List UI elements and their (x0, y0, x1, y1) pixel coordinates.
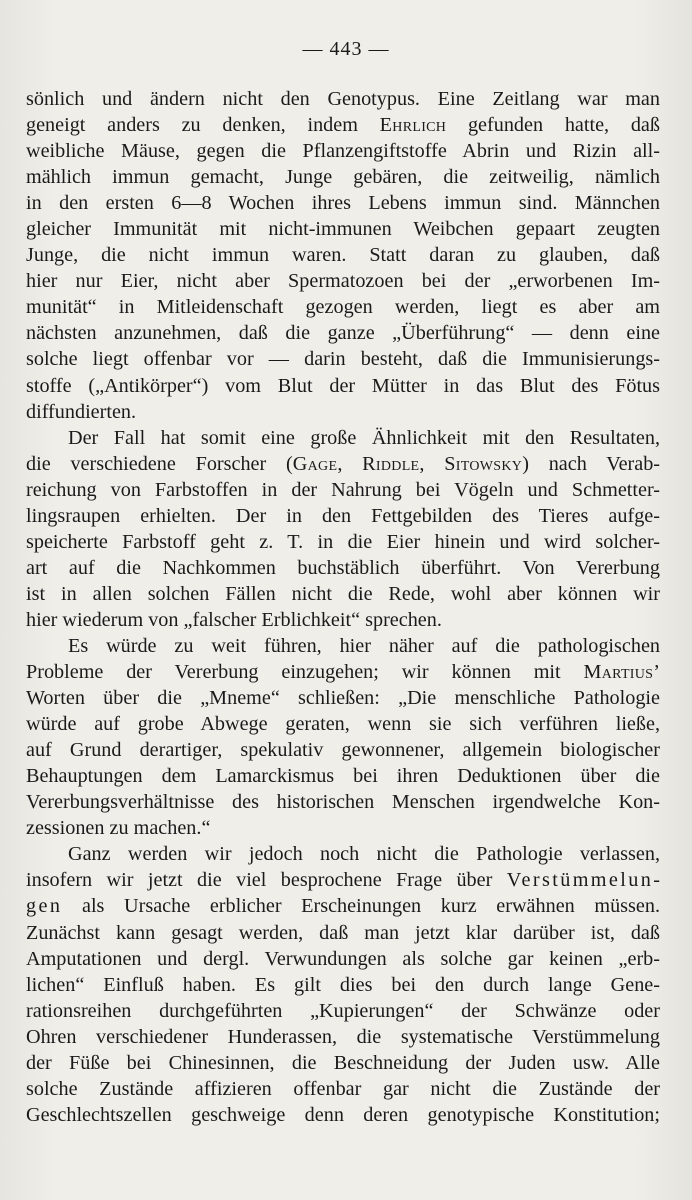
text-line: art auf die Nachkommen buchstäblich überführt. Von Vererbung (26, 556, 660, 579)
text-line: Der Fall hat somit eine große Ähnlichkeit mit den Resultaten, (68, 426, 660, 449)
text-line: stoffe („Antikörper“) vom Blut der Mütter in das Blut des Fötus (26, 374, 660, 397)
text-line: nächsten anzunehmen, daß die ganze „Überführung“ — denn eine (26, 322, 660, 345)
text-line: zessionen zu machen.“ (26, 817, 211, 840)
page-number: — 443 — (302, 38, 390, 60)
text-line: Junge, die nicht immun waren. Statt daran zu glauben, daß (26, 244, 660, 267)
text-line: diffundierten. (26, 400, 137, 423)
text-line: Ohren verschiedener Hunderassen, die systematische Verstümmelung (26, 1025, 660, 1048)
text-line: Vererbungsverhältnisse des historischen Menschen irgendwelche Kon- (26, 791, 660, 814)
text-line: auf Grund derartiger, spekulativ gewonnener, allgemein biologischer (26, 739, 660, 762)
text-line: ist in allen solchen Fällen nicht die Rede, wohl aber können wir (26, 582, 660, 605)
text-line: insofern wir jetzt die viel besprochene Frage über Verstümmelun- (26, 869, 660, 892)
text-line: sönlich und ändern nicht den Genotypus. Eine Zeitlang war man (26, 88, 660, 110)
text-line: der Füße bei Chinesinnen, die Beschneidung der Juden usw. Alle (26, 1051, 660, 1074)
text-line: in den ersten 6—8 Wochen ihres Lebens immun sind. Männchen (26, 192, 660, 215)
text-line: die verschiedene Forscher (Gage, Riddle, Sitowsky) nach Verab- (26, 452, 661, 475)
text-line: solche liegt offenbar vor — darin besteht, daß die Immunisierungs- (26, 348, 660, 371)
text-line: Amputationen und dergl. Verwundungen als solche gar keinen „erb- (26, 947, 660, 970)
text-line: Behauptungen dem Lamarckismus bei ihren Deduktionen über die (26, 765, 660, 788)
text-line: lichen“ Einfluß haben. Es gilt dies bei den durch lange Gene- (26, 973, 660, 996)
text-line: Worten über die „Mneme“ schließen: „Die menschliche Pathologie (26, 687, 660, 710)
text-line: solche Zustände affizieren offenbar gar nicht die Zustände der (26, 1077, 660, 1100)
text-line: Ganz werden wir jedoch noch nicht die Pathologie verlassen, (68, 843, 660, 866)
text-line: hier nur Eier, nicht aber Spermatozoen bei der „erworbenen Im- (26, 270, 660, 293)
text-line: geneigt anders zu denken, indem Ehrlich gefunden hatte, daß (26, 114, 660, 137)
text-line: gen als Ursache erblicher Erscheinungen kurz erwähnen müssen. (26, 895, 660, 918)
text-line: munität“ in Mitleidenschaft gezogen werden, liegt es aber am (26, 296, 660, 319)
text-line: gleicher Immunität mit nicht-immunen Weibchen gepaart zeugten (26, 218, 660, 241)
text-line: mählich immun gemacht, Junge gebären, die zeitweilig, nämlich (26, 166, 660, 189)
text-line: Geschlechtszellen geschweige denn deren genotypische Konstitution; (26, 1103, 660, 1126)
text-line: Zunächst kann gesagt werden, daß man jetzt klar darüber ist, daß (26, 921, 660, 944)
text-line: speicherte Farbstoff geht z. T. in die Eier hinein und wird solcher- (26, 530, 660, 553)
text-line: reichung von Farbstoffen in der Nahrung bei Vögeln und Schmetter- (26, 478, 660, 501)
body-text (26, 86, 660, 1128)
text-line: rationsreihen durchgeführten „Kupierungen“ der Schwänze oder (26, 999, 660, 1022)
text-line: Probleme der Vererbung einzugehen; wir können mit Martius’ (26, 661, 660, 684)
text-line: Es würde zu weit führen, hier näher auf die pathologischen (68, 634, 660, 657)
text-line: lingsraupen erhielten. Der in den Fettgebilden des Tieres aufge- (26, 504, 660, 527)
text-line: würde auf grobe Abwege geraten, wenn sie sich verführen ließe, (26, 713, 660, 736)
text-line: weibliche Mäuse, gegen die Pflanzengiftstoffe Abrin und Rizin all- (26, 140, 660, 163)
text-line: hier wiederum von „falscher Erblichkeit“ sprechen. (26, 608, 442, 631)
